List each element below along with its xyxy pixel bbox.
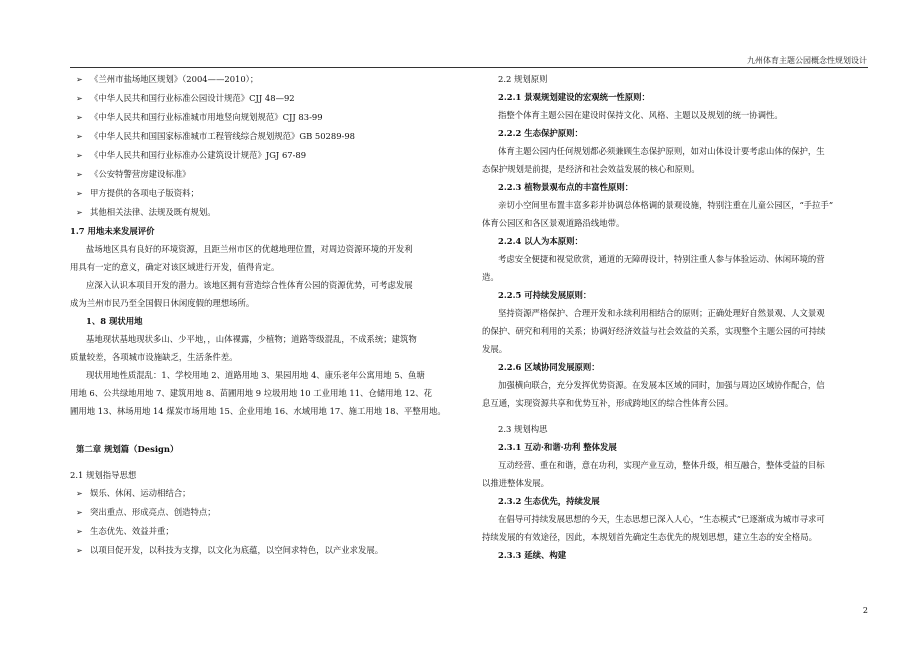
paragraph-line: 应深入认识本项目开发的潜力。该地区拥有营造综合性体育公园的资源优势，可考虑发展 bbox=[86, 280, 413, 290]
paragraph-line: 加强横向联合，充分发挥优势资源。在发展本区域的同时，加强与周边区域协作配合，信 bbox=[498, 380, 825, 390]
paragraph-line: 质量较差，各项城市设施缺乏，生活条件差。 bbox=[70, 352, 238, 362]
paragraph-line: 以推进整体发展。 bbox=[482, 478, 549, 488]
paragraph-line: 持续发展的有效途径，因此，本规划首先确定生态优先的规划思想，建立生态的安全格局。 bbox=[482, 532, 817, 542]
reference-item: ➢ 其他相关法律、法规及既有规划。 bbox=[70, 203, 442, 222]
subsection-heading: 2.2.3 植物景观布点的丰富性原则： bbox=[498, 182, 634, 192]
section-heading: 1.7 用地未来发展评价 bbox=[70, 226, 155, 236]
reference-item: ➢ 《中华人民共和国行业标准办公建筑设计规范》JGJ 67-89 bbox=[70, 146, 442, 165]
header-title: 九州体育主题公园概念性规划设计 bbox=[747, 56, 867, 65]
subsection-heading: 2.2.4 以人为本原则： bbox=[498, 236, 583, 246]
section-heading: 2.3 规划构思 bbox=[498, 424, 548, 434]
arrow-bullet-icon: ➢ bbox=[76, 527, 83, 536]
paragraph-line: 现状用地性质混乱：1、学校用地 2、道路用地 3、果园用地 4、康乐老年公寓用地 5、鱼塘 bbox=[86, 370, 425, 380]
paragraph-line: 基地现状基地现状多山、少平地，，山体裸露，少植物；道路等级混乱，不成系统；建筑物 bbox=[86, 334, 417, 344]
reference-item: ➢ 《兰州市盐场地区规划》（2004——2010）； bbox=[70, 70, 442, 89]
arrow-bullet-icon: ➢ bbox=[76, 170, 83, 179]
subsection-heading: 2.2.1 景观规划建设的宏观统一性原则： bbox=[498, 92, 650, 102]
arrow-bullet-icon: ➢ bbox=[76, 508, 83, 517]
reference-item: ➢ 《中华人民共和国行业标准公园设计规范》CJJ 48—92 bbox=[70, 89, 442, 108]
paragraph-line: 用具有一定的意义，确定对该区域进行开发，值得肯定。 bbox=[70, 262, 280, 272]
paragraph-line: 成为兰州市民乃至全国假日休闲度假的理想场所。 bbox=[70, 298, 255, 308]
reference-item: ➢ 《中华人民共和国国家标准城市工程管线综合规划规范》GB 50289-98 bbox=[70, 127, 442, 146]
left-column bbox=[70, 70, 446, 560]
header-divider bbox=[70, 67, 868, 68]
subsection-heading: 2.2.2 生态保护原则： bbox=[498, 128, 583, 138]
arrow-bullet-icon: ➢ bbox=[76, 75, 83, 84]
chapter-title: 第二章 规划篇（Design） bbox=[76, 444, 179, 454]
paragraph-line: 用地 6、公共绿地用地 7、建筑用地 8、苗圃用地 9 垃圾用地 10 工业用地 11、仓储用地 12、花 bbox=[70, 388, 432, 398]
arrow-bullet-icon: ➢ bbox=[76, 489, 83, 498]
paragraph-line: 发展。 bbox=[482, 344, 508, 354]
arrow-bullet-icon: ➢ bbox=[76, 113, 83, 122]
paragraph-line: 体育公园区和各区景观道路沿线地带。 bbox=[482, 218, 625, 228]
page-number: 2 bbox=[862, 606, 868, 615]
reference-item: ➢ 《公安特警营房建设标准》 bbox=[70, 165, 442, 184]
subsection-heading: 2.3.2 生态优先，持续发展 bbox=[498, 496, 600, 506]
reference-item: ➢ 《中华人民共和国行业标准城市用地竖向规划规范》CJJ 83-99 bbox=[70, 108, 442, 127]
paragraph-line: 亲切小空间里布置丰富多彩并协调总体格调的景观设施，特别注重在儿童公园区，“手拉手” bbox=[498, 200, 834, 210]
subsection-heading: 2.3.1 互动·和谐·功利 整体发展 bbox=[498, 442, 617, 452]
guideline-item: ➢ 突出重点、形成亮点、创造特点； bbox=[70, 503, 442, 522]
guideline-item: ➢ 生态优先、效益并重； bbox=[70, 522, 442, 541]
arrow-bullet-icon: ➢ bbox=[76, 208, 83, 217]
arrow-bullet-icon: ➢ bbox=[76, 151, 83, 160]
paragraph-line: 坚持资源严格保护、合理开发和永续利用相结合的原则；正确处理好自然景观、人文景观 bbox=[498, 308, 825, 318]
paragraph-line: 造。 bbox=[482, 272, 499, 282]
arrow-bullet-icon: ➢ bbox=[76, 94, 83, 103]
paragraph-line: 体育主题公园内任何规划都必须兼顾生态保护原则，如对山体设计要考虑山体的保护，生 bbox=[498, 146, 825, 156]
paragraph-line: 盐场地区具有良好的环境资源，且距兰州市区的优越地理位置，对周边资源环境的开发利 bbox=[86, 244, 413, 254]
guideline-item: ➢ 娱乐、休闲、运动相结合； bbox=[70, 484, 442, 503]
guideline-item: ➢ 以项目促开发，以科技为支撑，以文化为底蕴，以空间求特色，以产业求发展。 bbox=[70, 541, 442, 560]
paragraph-line: 指整个体育主题公园在建设时保持文化、风格、主题以及规划的统一协调性。 bbox=[498, 110, 783, 120]
arrow-bullet-icon: ➢ bbox=[76, 189, 83, 198]
subsection-heading: 2.2.5 可持续发展原则： bbox=[498, 290, 592, 300]
arrow-bullet-icon: ➢ bbox=[76, 546, 83, 555]
paragraph-line: 圃用地 13、林场用地 14 煤炭市场用地 15、企业用地 16、水域用地 17、施工用地 18、平整用地。 bbox=[70, 406, 446, 416]
subsection-heading: 2.3.3 延续、构建 bbox=[498, 550, 567, 560]
section-heading: 1、8 现状用地 bbox=[86, 316, 143, 326]
paragraph-line: 考虑安全便捷和视觉欣赏，通道的无障碍设计，特别注重人参与体验运动、休闲环境的营 bbox=[498, 254, 825, 264]
paragraph-line: 在倡导可持续发展思想的今天，生态思想已深入人心，“生态模式”已逐渐成为城市寻求可 bbox=[498, 514, 825, 524]
spacer bbox=[70, 420, 442, 440]
subsection-heading: 2.2.6 区域协同发展原则： bbox=[498, 362, 600, 372]
spacer bbox=[70, 458, 442, 466]
right-column bbox=[482, 70, 868, 564]
paragraph-line: 态保护规划是前提，是经济和社会效益发展的核心和原则。 bbox=[482, 164, 700, 174]
paragraph-line: 的保护、研究和利用的关系；协调好经济效益与社会效益的关系，实现整个主题公园的可持续 bbox=[482, 326, 826, 336]
spacer bbox=[482, 412, 868, 420]
paragraph-line: 息互通，实现资源共享和优势互补，形成跨地区的综合性体育公园。 bbox=[482, 398, 734, 408]
section-heading: 2.1 规划指导思想 bbox=[70, 470, 137, 480]
section-heading: 2.2 规划原则 bbox=[498, 74, 548, 84]
paragraph-line: 互动经营、重在和谐，意在功利，实现产业互动，整体升级，相互融合，整体受益的目标 bbox=[498, 460, 825, 470]
arrow-bullet-icon: ➢ bbox=[76, 132, 83, 141]
reference-item: ➢ 甲方提供的各项电子版资料； bbox=[70, 184, 442, 203]
